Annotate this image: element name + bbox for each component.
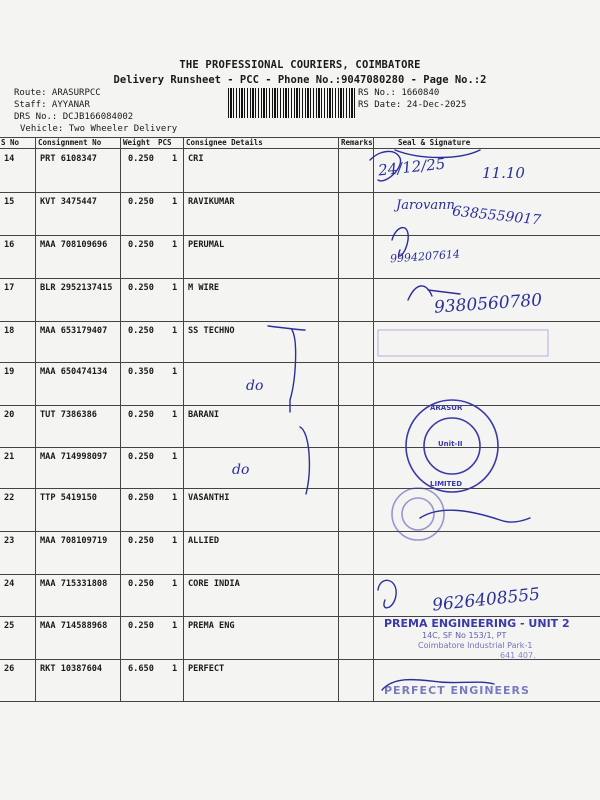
row-consignee: VASANTHI xyxy=(188,493,230,503)
row16-phone-handwritten: 9994207614 xyxy=(389,247,461,266)
row-sno: 24 xyxy=(4,579,15,589)
row-pcs: 1 xyxy=(172,621,178,631)
round-stamp-text-unit: Unit-II xyxy=(438,440,463,448)
drs-label: DRS No.: DCJB166084002 xyxy=(14,112,134,122)
row-weight: 0.250 xyxy=(128,579,154,589)
row-pcs: 1 xyxy=(172,240,178,250)
row-pcs: 1 xyxy=(172,579,178,589)
row24-phone-handwritten: 9626408555 xyxy=(431,584,541,616)
row-consignment-no: MAA 708109719 xyxy=(40,536,108,546)
round-stamp-text-limited: LIMITED xyxy=(430,480,463,488)
row-consignee: CRI xyxy=(188,154,204,164)
row-pcs: 1 xyxy=(172,664,178,674)
row-consignment-no: PRT 6108347 xyxy=(40,154,97,164)
row-weight: 0.250 xyxy=(128,154,154,164)
row-sno: 14 xyxy=(4,154,15,164)
row-sno: 17 xyxy=(4,283,15,293)
barcode xyxy=(228,88,356,118)
prema-stamp-addr2: Coimbatore Industrial Park-1 xyxy=(418,641,533,650)
row-consignee: PERFECT xyxy=(188,664,225,674)
col-header-seal: Seal & Signature xyxy=(398,138,471,147)
col-header-sno: S No xyxy=(1,138,20,147)
rs-number: RS No.: 1660840 xyxy=(358,88,440,98)
perfect-stamp: PERFECT ENGINEERS xyxy=(384,684,530,697)
row-consignment-no: MAA 653179407 xyxy=(40,326,108,336)
row-pcs: 1 xyxy=(172,326,178,336)
row-consignee: ALLIED xyxy=(188,536,220,546)
row-sno: 25 xyxy=(4,621,15,631)
row-pcs: 1 xyxy=(172,367,178,377)
row-consignee: PERUMAL xyxy=(188,240,225,250)
row-sno: 22 xyxy=(4,493,15,503)
row14-time-handwritten: 11.10 xyxy=(482,164,525,182)
row-consignment-no: MAA 650474134 xyxy=(40,367,108,377)
col-header-weight: Weight xyxy=(123,138,151,147)
col-header-consignee: Consignee Details xyxy=(186,138,263,147)
page-subtitle: Delivery Runsheet - PCC - Phone No.:9047080280 - Page No.:2 xyxy=(113,74,487,86)
prema-stamp-addr1: 14C, SF No 153/1, PT xyxy=(422,631,507,640)
row17-phone-handwritten: 9380560780 xyxy=(433,290,543,318)
row-weight: 0.250 xyxy=(128,283,154,293)
row-sno: 21 xyxy=(4,452,15,462)
row-sno: 16 xyxy=(4,240,15,250)
row-consignment-no: MAA 714588968 xyxy=(40,621,108,631)
row-consignee: M WIRE xyxy=(188,283,220,293)
row-pcs: 1 xyxy=(172,410,178,420)
row-sno: 23 xyxy=(4,536,15,546)
prema-stamp-addr3: 641 407. xyxy=(500,651,536,660)
round-stamp-text-top: ARASUR xyxy=(430,404,463,412)
row-pcs: 1 xyxy=(172,197,178,207)
row-consignee: PREMA ENG xyxy=(188,621,235,631)
row-pcs: 1 xyxy=(172,493,178,503)
row-weight: 0.350 xyxy=(128,367,154,377)
row-consignment-no: TUT 7386386 xyxy=(40,410,97,420)
row-weight: 0.250 xyxy=(128,452,154,462)
row-weight: 6.650 xyxy=(128,664,154,674)
col-header-consignment: Consignment No xyxy=(38,138,102,147)
row-sno: 15 xyxy=(4,197,15,207)
page-title: THE PROFESSIONAL COURIERS, COIMBATORE xyxy=(179,59,421,71)
col-header-remarks: Remarks xyxy=(341,138,373,147)
vehicle-label: Vehicle: Two Wheeler Delivery xyxy=(20,124,178,134)
row-weight: 0.250 xyxy=(128,621,154,631)
row-sno: 19 xyxy=(4,367,15,377)
row15-phone-handwritten: 6385559017 xyxy=(451,203,542,229)
row-weight: 0.250 xyxy=(128,410,154,420)
rs-date: RS Date: 24-Dec-2025 xyxy=(358,100,467,110)
ditto-mark-row21: do xyxy=(232,462,250,478)
row-consignment-no: MAA 715331808 xyxy=(40,579,108,589)
row-pcs: 1 xyxy=(172,536,178,546)
row-pcs: 1 xyxy=(172,283,178,293)
row-consignment-no: TTP 5419150 xyxy=(40,493,97,503)
row-consignment-no: RKT 10387604 xyxy=(40,664,103,674)
row-weight: 0.250 xyxy=(128,536,154,546)
ditto-mark-row19: do xyxy=(246,378,264,394)
row-consignment-no: MAA 714998097 xyxy=(40,452,108,462)
row-consignment-no: KVT 3475447 xyxy=(40,197,97,207)
staff-label: Staff: AYYANAR xyxy=(14,100,90,110)
row-sno: 18 xyxy=(4,326,15,336)
row-consignee: SS TECHNO xyxy=(188,326,235,336)
col-header-pcs: PCS xyxy=(158,138,172,147)
row-weight: 0.250 xyxy=(128,493,154,503)
row-consignee: BARANI xyxy=(188,410,220,420)
row-sno: 20 xyxy=(4,410,15,420)
row-pcs: 1 xyxy=(172,452,178,462)
row-consignment-no: BLR 2952137415 xyxy=(40,283,113,293)
row15-name-handwritten: Jarovann xyxy=(396,198,455,213)
row-consignment-no: MAA 708109696 xyxy=(40,240,108,250)
row-weight: 0.250 xyxy=(128,326,154,336)
prema-stamp-name: PREMA ENGINEERING - UNIT 2 xyxy=(384,617,570,630)
row-weight: 0.250 xyxy=(128,197,154,207)
row-consignee: CORE INDIA xyxy=(188,579,240,589)
row-sno: 26 xyxy=(4,664,15,674)
row-consignee: RAVIKUMAR xyxy=(188,197,235,207)
row-weight: 0.250 xyxy=(128,240,154,250)
row14-date-handwritten: 24/12/25 xyxy=(377,154,447,180)
route-label: Route: ARASURPCC xyxy=(14,88,101,98)
row-pcs: 1 xyxy=(172,154,178,164)
